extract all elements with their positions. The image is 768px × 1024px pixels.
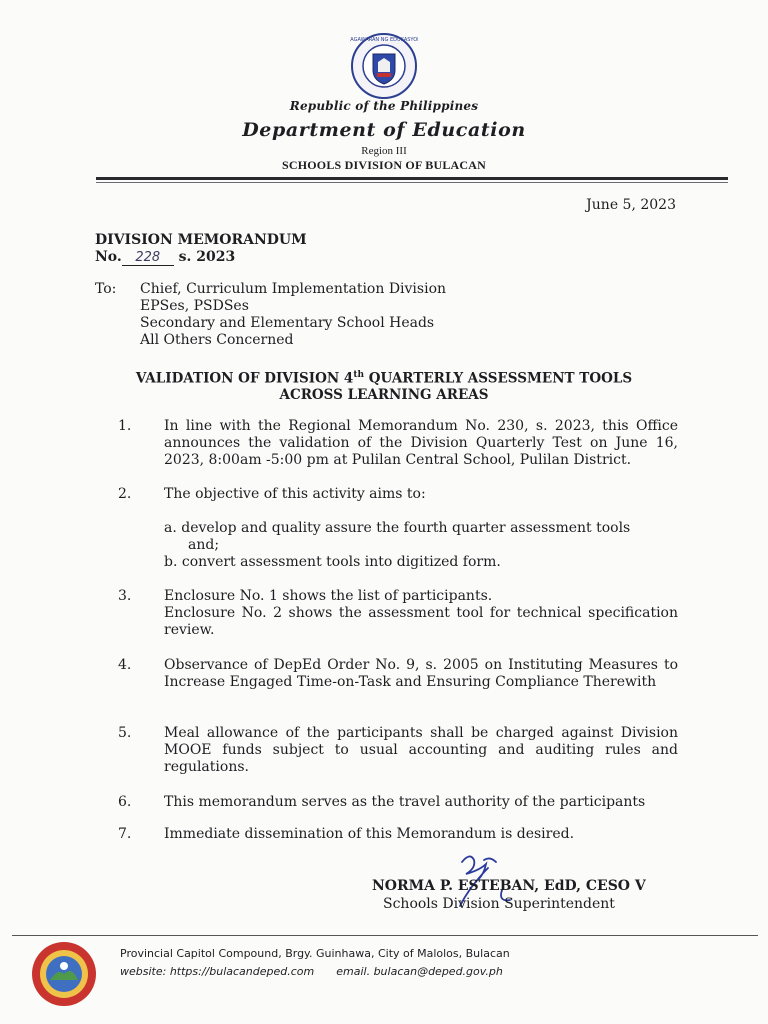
header-rule-thick xyxy=(96,177,728,180)
objective-item: a. develop and quality assure the fourth quarter assessment tools and; xyxy=(164,520,631,553)
objective-item: b. convert assessment tools into digitized form. xyxy=(164,554,501,570)
division-heading: SCHOOLS DIVISION OF BULACAN xyxy=(282,158,486,172)
signatory-title: Schools Division Superintendent xyxy=(383,896,615,912)
recipients-label: To: xyxy=(95,281,117,297)
division-seal xyxy=(28,940,100,1008)
footer-website: website: https://bulacandeped.com xyxy=(120,965,315,978)
list-item: 2. The objective of this activity aims to: xyxy=(118,486,426,502)
signatory-name: NORMA P. ESTEBAN, EdD, CESO V xyxy=(372,878,646,894)
memo-number: 228 xyxy=(122,251,174,266)
footer-contact xyxy=(120,965,503,978)
list-item: 5. Meal allowance of the participants shall be charged against Division MOOE funds subject to usual accounting and auditing rules and regulations. xyxy=(118,725,678,775)
footer-rule xyxy=(12,935,758,936)
memo-date: June 5, 2023 xyxy=(586,197,676,213)
header-rule-thin xyxy=(96,182,728,183)
memo-title: DIVISION MEMORANDUM xyxy=(95,232,307,248)
list-item: 3. Enclosure No. 1 shows the list of participants. Enclosure No. 2 shows the assessment tool for technical specification review. xyxy=(118,588,678,638)
list-item: 6. This memorandum serves as the travel authority of the participants xyxy=(118,794,646,810)
memo-no-prefix: No. xyxy=(95,249,122,265)
recipients-list xyxy=(140,281,446,349)
deped-seal xyxy=(350,32,418,100)
memo-series: s. 2023 xyxy=(178,249,236,265)
footer-email: email. bulacan@deped.gov.ph xyxy=(336,965,503,978)
memo-number-line xyxy=(95,249,235,266)
list-item: 1. In line with the Regional Memorandum No. 230, s. 2023, this Office announces the validation of the Division Quarterly Test on June 16, 2023, 8:00am -5:00 pm at Pulilan Central School, Pulilan District. xyxy=(118,418,678,468)
footer-address: Provincial Capitol Compound, Brgy. Guinhawa, City of Malolos, Bulacan xyxy=(120,947,510,960)
list-item: 4. Observance of DepEd Order No. 9, s. 2005 on Instituting Measures to Increase Engaged Time-on-Task and Ensuring Compliance Therewith xyxy=(118,657,678,690)
region-heading: Region III xyxy=(361,145,407,157)
svg-text:KAGAWARAN NG EDUKASYON: KAGAWARAN NG EDUKASYON xyxy=(350,37,418,43)
recipient: Chief, Curriculum Implementation Division xyxy=(140,281,447,297)
department-heading: Department of Education xyxy=(242,119,526,141)
republic-heading: Republic of the Philippines xyxy=(289,99,479,113)
recipient: Secondary and Elementary School Heads xyxy=(140,315,435,331)
memo-subject: VALIDATION OF DIVISION 4th QUARTERLY ASSESSMENT TOOLS ACROSS LEARNING AREAS xyxy=(135,370,633,403)
list-item: 7. Immediate dissemination of this Memorandum is desired. xyxy=(118,826,575,842)
recipient: EPSes, PSDSes xyxy=(140,298,249,314)
recipient: All Others Concerned xyxy=(140,332,294,348)
